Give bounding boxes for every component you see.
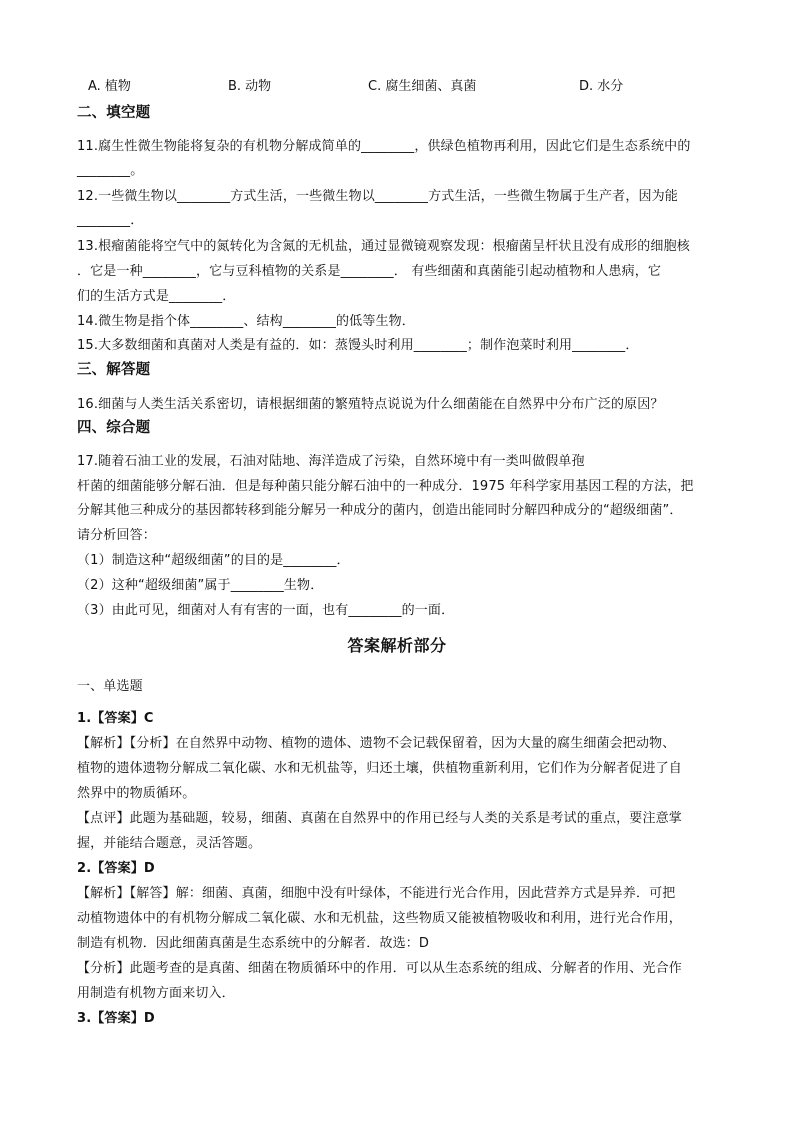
answer-1-analysis-line-1: 【解析】【分析】在自然界中动物、植物的遗体、遗物不会记载保留着，因为大量的腐生细菌会把动物、: [77, 736, 676, 751]
question-17-sub-3: （3）由此可见，细菌对人有有害的一面，也有________的一面．: [77, 603, 455, 618]
analysis-section-title: 答案解析部分: [347, 636, 447, 655]
answer-1-comment-line-2: 握，并能结合题意，灵活答题。: [77, 836, 262, 851]
section-heading-single: 一、单选题: [77, 679, 143, 694]
answer-1-analysis-line-2: 植物的遗体遗物分解成二氧化碳、水和无机盐等，归还土壤，供植物重新利用，它们作为分解者促进了自: [77, 761, 682, 776]
answer-1-label: 1.【答案】C: [77, 711, 154, 726]
question-16: 16.细菌与人类生活关系密切，请根据细菌的繁殖特点说说为什么细菌能在自然界中分布广泛的原因？: [77, 397, 664, 412]
question-17-line-1: 17.随着石油工业的发展，石油对陆地、海洋造成了污染，自然环境中有一类叫做假单孢: [77, 454, 585, 469]
question-17-line-4: 请分析回答：: [77, 528, 156, 543]
answer-2-comment-line-2: 用制造有机物方面来切入．: [77, 986, 235, 1001]
question-13-line-2: ．它是一种________，它与豆科植物的关系是________． 有些细菌和真菌能引起动植物和人患病，它: [77, 264, 662, 279]
answer-1-comment-line-1: 【点评】此题为基础题，较易，细菌、真菌在自然界中的作用已经与人类的关系是考试的重点，要注意掌: [77, 811, 682, 826]
answer-1-analysis-line-3: 然界中的物质循环。: [77, 786, 196, 801]
question-17-sub-1: （1）制造这种“超级细菌”的目的是________．: [77, 553, 350, 568]
question-11-line-2: ________。: [77, 163, 144, 178]
answer-2-comment-line-1: 【分析】此题考查的是真菌、细菌在物质循环中的作用．可以从生态系统的组成、分解者的作用、光合作: [77, 961, 682, 976]
section-heading-answer: 三、解答题: [77, 362, 151, 378]
section-heading-synthesis: 四、综合题: [77, 420, 151, 436]
answer-2-label: 2.【答案】D: [77, 861, 155, 876]
question-14: 14.微生物是指个体________、结构________的低等生物．: [77, 314, 415, 329]
question-12-line-1: 12.一些微生物以________方式生活，一些微生物以________方式生活，一些微生物属于生产者，因为能: [77, 189, 678, 204]
question-17-sub-2: （2）这种“超级细菌”属于________生物．: [77, 578, 324, 593]
question-13-line-3: 们的生活方式是________．: [77, 289, 236, 304]
question-12-line-2: ________．: [77, 213, 144, 228]
option-b: B. 动物: [228, 79, 272, 94]
question-15: 15.大多数细菌和真菌对人类是有益的．如：蒸馒头时利用________；制作泡菜时利用________．: [77, 338, 639, 353]
answer-2-analysis-line-1: 【解析】【解答】解：细菌、真菌，细胞中没有叶绿体，不能进行光合作用，因此营养方式是异养．可把: [77, 886, 676, 901]
question-13-line-1: 13.根瘤菌能将空气中的氮转化为含氮的无机盐，通过显微镜观察发现：根瘤菌呈杆状且没有成形的细胞核: [77, 239, 690, 254]
option-c: C. 腐生细菌、真菌: [368, 79, 477, 94]
question-17-line-2: 杆菌的细菌能够分解石油．但是每种菌只能分解石油中的一种成分．1975 年科学家用基因工程的方法，把: [77, 479, 694, 494]
answer-2-analysis-line-2: 动植物遗体中的有机物分解成二氧化碳、水和无机盐，这些物质又能被植物吸收和利用，进行光合作用，: [77, 911, 682, 926]
option-d: D. 水分: [579, 79, 624, 94]
answer-2-analysis-line-3: 制造有机物．因此细菌真菌是生态系统中的分解者．故选：D: [77, 936, 430, 951]
option-a: A. 植物: [88, 79, 131, 94]
question-11-line-1: 11.腐生性微生物能将复杂的有机物分解成简单的________，供绿色植物再利用，因此它们是生态系统中的: [77, 139, 691, 154]
section-heading-fill: 二、填空题: [77, 105, 151, 121]
question-17-line-3: 分解其他三种成分的基因都转移到能分解另一种成分的菌内，创造出能同时分解四种成分的“超级细菌”．: [77, 503, 683, 518]
answer-3-label: 3.【答案】D: [77, 1011, 155, 1026]
